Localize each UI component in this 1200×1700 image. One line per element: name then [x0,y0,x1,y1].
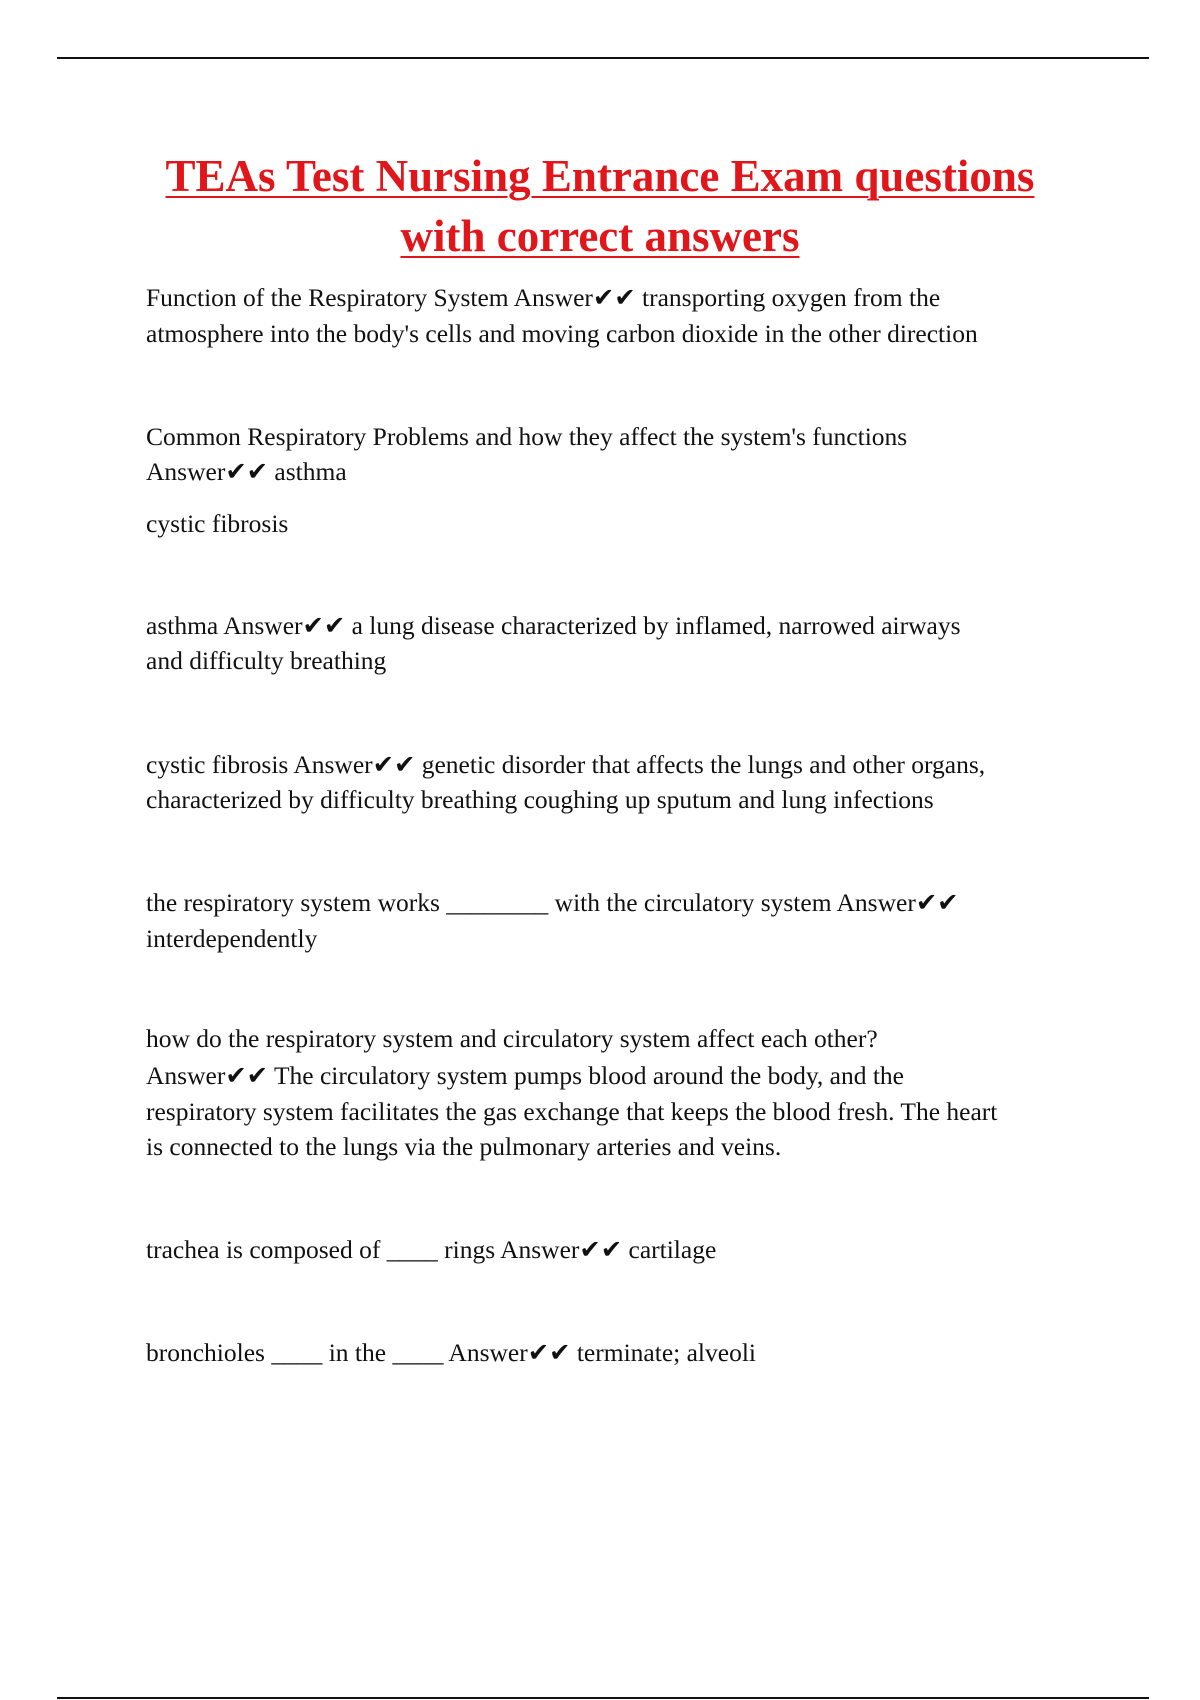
qa-text: is connected to the lungs via the pulmonary arteries and veins. [146,1132,782,1161]
qa-text: trachea is composed of ____ rings Answer✔✔ cartilage [146,1235,717,1264]
qa-text: bronchioles ____ in the ____ Answer✔✔ terminate; alveoli [146,1338,756,1367]
document-title-line-1: TEAs Test Nursing Entrance Exam questions [165,151,1035,201]
qa-text: respiratory system facilitates the gas exchange that keeps the blood fresh. The heart [146,1097,998,1126]
qa-text: interdependently [146,924,318,953]
qa-text: the respiratory system works ________ with the circulatory system Answer✔✔ [146,888,959,917]
bottom-rule [57,1697,1149,1699]
qa-text: cystic fibrosis [146,509,289,538]
document-title-line-2: with correct answers [400,211,800,261]
qa-text: Answer✔✔ The circulatory system pumps blood around the body, and the [146,1061,905,1090]
qa-text: Answer✔✔ asthma [146,457,347,486]
qa-text: Function of the Respiratory System Answer✔✔ transporting oxygen from the [146,283,941,312]
qa-text: and difficulty breathing [146,646,387,675]
qa-text: Common Respiratory Problems and how they affect the system's functions [146,422,908,451]
qa-text: cystic fibrosis Answer✔✔ genetic disorder that affects the lungs and other organs, [146,750,986,779]
qa-text: asthma Answer✔✔ a lung disease characterized by inflamed, narrowed airways [146,611,961,640]
qa-text: atmosphere into the body's cells and moving carbon dioxide in the other direction [146,319,978,348]
qa-text: how do the respiratory system and circulatory system affect each other? [146,1024,878,1053]
top-rule [57,57,1149,59]
qa-text: characterized by difficulty breathing coughing up sputum and lung infections [146,785,934,814]
